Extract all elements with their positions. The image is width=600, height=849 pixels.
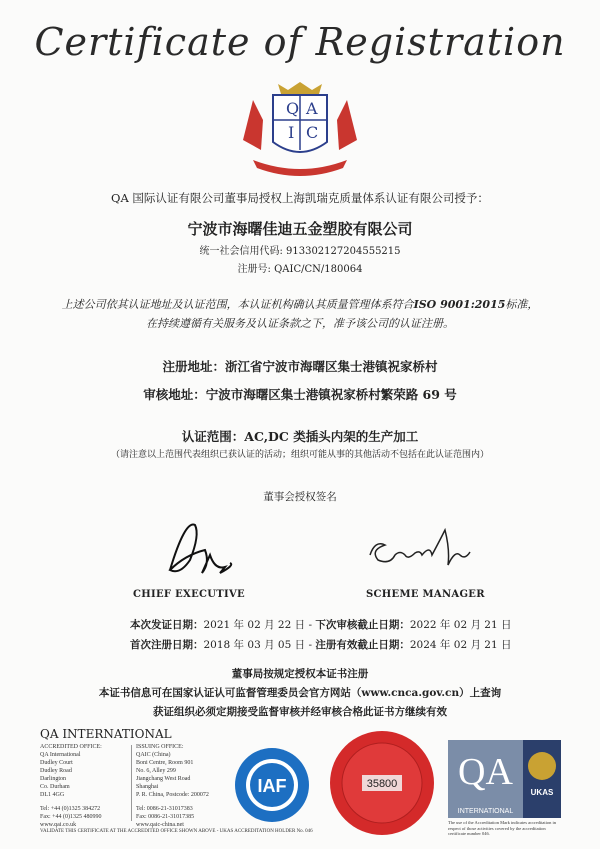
statement-text: 上述公司依其认证地址及认证范围，本认证机构确认其质量管理体系符合 (61, 298, 414, 311)
ukas-text: UKAS (530, 788, 554, 797)
accredited-line: DL1 4GG (40, 792, 65, 798)
note-authorized: 董事局按规定授权本证书注册 (231, 668, 369, 680)
issuing-line: Jiangchang West Road (136, 776, 191, 782)
next-audit-label: 下次审核截止日期： (315, 619, 410, 631)
crest-letter-q: Q (286, 99, 300, 118)
iaf-text: IAF (257, 776, 287, 796)
ukas-mark (523, 740, 561, 818)
crest-letter-i: I (288, 123, 295, 142)
accredited-line: Co. Durham (40, 784, 70, 790)
scope-note: （请注意以上范围代表组织已获认证的活动；组织可能从事的其他活动不包括在此认证范围内） (110, 450, 489, 460)
note-cnca-website: 本证书信息可在国家认证认可监督管理委员会官方网站（www.cnca.gov.cn）上查询 (98, 687, 502, 699)
company-name: 宁波市海曙佳迪五金塑胶有限公司 (187, 220, 413, 238)
qa-logo-sub: INTERNATIONAL (457, 808, 514, 815)
issuing-web: www.qaic-china.net (136, 822, 184, 828)
iaf-mla-badge (232, 745, 312, 825)
issue-date: 2021 年 02 月 22 日 (203, 619, 306, 631)
iso-standard: ISO 9001:2015 (413, 298, 506, 311)
seal-number: 35800 (366, 778, 398, 790)
credit-code: 统一社会信用代码: 913302127204555215 (199, 246, 401, 257)
intro-text: QA 国际认证有限公司董事局授权上海凯瑞克质量体系认证有限公司授予： (111, 191, 489, 205)
issuing-line: Boni Centre, Room 901 (136, 760, 194, 766)
issuing-line: No. 6, Alley 299 (136, 768, 176, 774)
issuing-fax: Fax: 0086-21-31017385 (136, 814, 195, 820)
audit-address: 审核地址：宁波市海曙区集士港镇祝家桥村繁荣路 69 号 (143, 387, 457, 402)
accredited-line: QA International (40, 752, 81, 758)
accredited-line: Darlington (40, 776, 66, 782)
signature-label: 董事会授权签名 (263, 491, 337, 503)
accredited-tel: Tel: +44 (0)1325 384272 (40, 806, 101, 812)
qa-international-heading: QA INTERNATIONAL (40, 727, 172, 741)
certification-seal (327, 728, 437, 838)
expiry-date: 2024 年 02 月 21 日 (409, 639, 512, 651)
crest-letter-a: A (306, 99, 318, 118)
accredited-heading: ACCREDITED OFFICE: (40, 744, 102, 750)
statement-line-2: 在持续遵循有关服务及认证条款之下，准予该公司的认证注册。 (146, 317, 454, 330)
next-audit-date: 2022 年 02 月 21 日 (409, 619, 512, 631)
registered-address: 注册地址：浙江省宁波市海曙区集士港镇祝家桥村 (162, 359, 438, 374)
accredited-web: www.qai.co.uk (40, 822, 77, 828)
validate-note: VALIDATE THIS CERTIFICATE AT THE ACCREDITED OFFICE SHOWN ABOVE - UKAS ACCREDITATION HOLDER No. 046 (40, 829, 313, 834)
ukas-note: The use of the Accreditation Mark indicates accreditation in respect of those activities covered by the accreditation certificate number 046. (448, 820, 556, 836)
qaic-crest-emblem (233, 80, 367, 180)
accredited-line: Dudley Court (40, 760, 73, 766)
accredited-fax: Fax: +44 (0)1325 480990 (40, 814, 102, 820)
crest-left-lion (243, 100, 263, 150)
crest-right-lion (337, 100, 357, 150)
certificate-title: Certificate of Registration (34, 20, 566, 64)
ukas-crown-icon (528, 752, 556, 780)
chief-executive-label: CHIEF EXECUTIVE (133, 589, 245, 600)
certification-scope: 认证范围：AC,DC 类插头内架的生产加工 (181, 429, 419, 444)
issue-date-row: 本次发证日期：2021 年 02 月 22 日 - 下次审核截止日期：2022 年 02 月 21 日 (130, 619, 512, 631)
registration-number: 注册号: QAIC/CN/180064 (237, 264, 363, 275)
scheme-manager-label: SCHEME MANAGER (366, 589, 485, 600)
accredited-office-block (40, 743, 125, 829)
first-date-row: 首次注册日期：2018 年 03 月 05 日 - 注册有效截止日期：2024 年 02 月 21 日 (130, 639, 512, 651)
chief-executive-signature (150, 515, 260, 585)
issue-date-label: 本次发证日期： (130, 619, 204, 631)
issuing-office-block (136, 743, 231, 829)
statement-line-1 (0, 296, 600, 312)
qa-logo-text: QA (458, 751, 513, 793)
expiry-label: 注册有效截止日期： (315, 639, 410, 651)
accredited-line: Dudley Road (40, 768, 72, 774)
issuing-tel: Tel: 0086-21-31017383 (136, 806, 193, 812)
issuing-line: QAIC (China) (136, 752, 171, 758)
first-registration-date: 2018 年 03 月 05 日 (203, 639, 306, 651)
first-registration-label: 首次注册日期： (130, 639, 204, 651)
note-validity: 获证组织必须定期接受监督审核并经审核合格此证书方继续有效 (153, 706, 447, 718)
qa-international-logo (448, 740, 523, 818)
scheme-manager-signature (360, 520, 480, 580)
issuing-heading: ISSUING OFFICE: (136, 744, 184, 750)
issuing-line: P. R. China, Postcode: 200072 (136, 792, 209, 798)
statement-text-end: 标准， (505, 298, 539, 311)
crest-letter-c: C (306, 123, 319, 142)
issuing-line: Shanghai (136, 784, 159, 790)
